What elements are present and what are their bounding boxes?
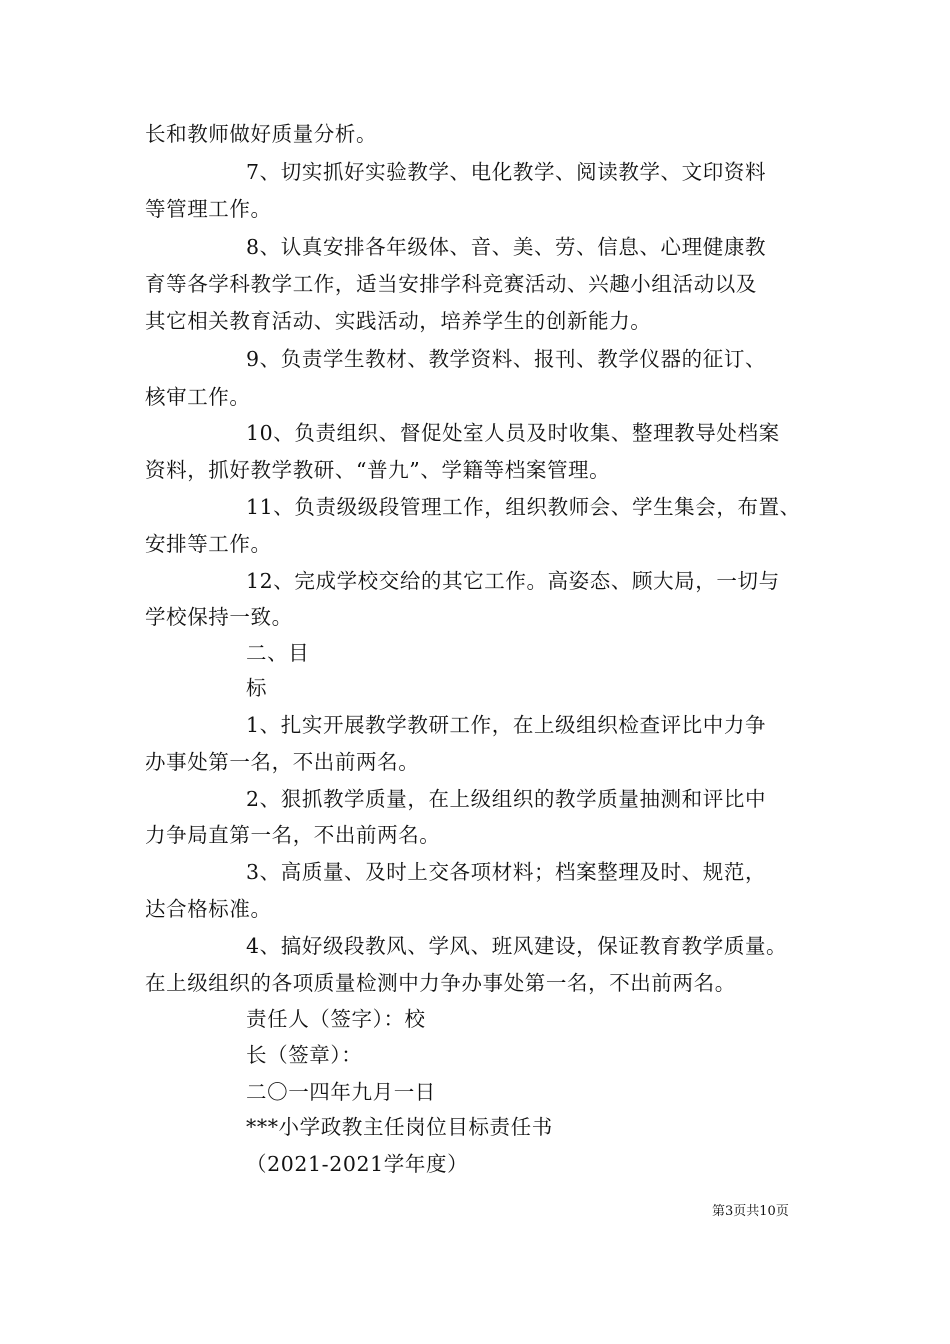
text-line: 达合格标准。 [145, 897, 272, 921]
text-line: 11、负责级级段管理工作，组织教师会、学生集会，布置、 [246, 495, 801, 519]
text-line: 育等各学科教学工作，适当安排学科竞赛活动、兴趣小组活动以及 [145, 272, 757, 296]
text-line: 10、负责组织、督促处室人员及时收集、整理教导处档案 [246, 421, 780, 445]
text-line: 安排等工作。 [145, 532, 272, 556]
section-heading: 二、目 [246, 641, 310, 665]
text-line: 办事处第一名，不出前两名。 [145, 750, 420, 774]
section-heading: 标 [246, 676, 268, 700]
signature-label: 责任人（签字）：校 [246, 1007, 426, 1031]
text-line: 长和教师做好质量分析。 [145, 122, 378, 146]
text-line: 等管理工作。 [145, 197, 272, 221]
text-line: 2、狠抓教学质量，在上级组织的教学质量抽测和评比中 [246, 787, 767, 811]
text-line: 4、搞好级段教风、学风、班风建设，保证教育教学质量。 [246, 934, 788, 958]
text-line: 在上级组织的各项质量检测中力争办事处第一名，不出前两名。 [145, 971, 736, 995]
text-line: 其它相关教育活动、实践活动，培养学生的创新能力。 [145, 309, 652, 333]
text-line: 资料，抓好教学教研、“普九”、学籍等档案管理。 [145, 458, 611, 482]
text-line: 7、切实抓好实验教学、电化教学、阅读教学、文印资料 [246, 160, 767, 184]
text-line: 9、负责学生教材、教学资料、报刊、教学仪器的征订、 [246, 347, 767, 371]
page-footer: 第3页共10页 [712, 1204, 789, 1219]
signature-label: 长（签章）： [246, 1043, 363, 1067]
text-line: 3、高质量、及时上交各项材料；档案整理及时、规范， [246, 860, 767, 884]
text-line: 12、完成学校交给的其它工作。高姿态、顾大局，一切与 [246, 569, 780, 593]
text-line: 力争局直第一名，不出前两名。 [145, 823, 441, 847]
text-line: 学校保持一致。 [145, 605, 293, 629]
document-date: 二〇一四年九月一日 [246, 1080, 436, 1104]
text-line: 8、认真安排各年级体、音、美、劳、信息、心理健康教 [246, 235, 767, 259]
school-year: （2021-2021学年度） [246, 1152, 469, 1176]
text-line: 1、扎实开展教学教研工作，在上级组织检查评比中力争 [246, 713, 767, 737]
text-line: 核审工作。 [145, 385, 251, 409]
document-title: ***小学政教主任岗位目标责任书 [246, 1115, 553, 1139]
